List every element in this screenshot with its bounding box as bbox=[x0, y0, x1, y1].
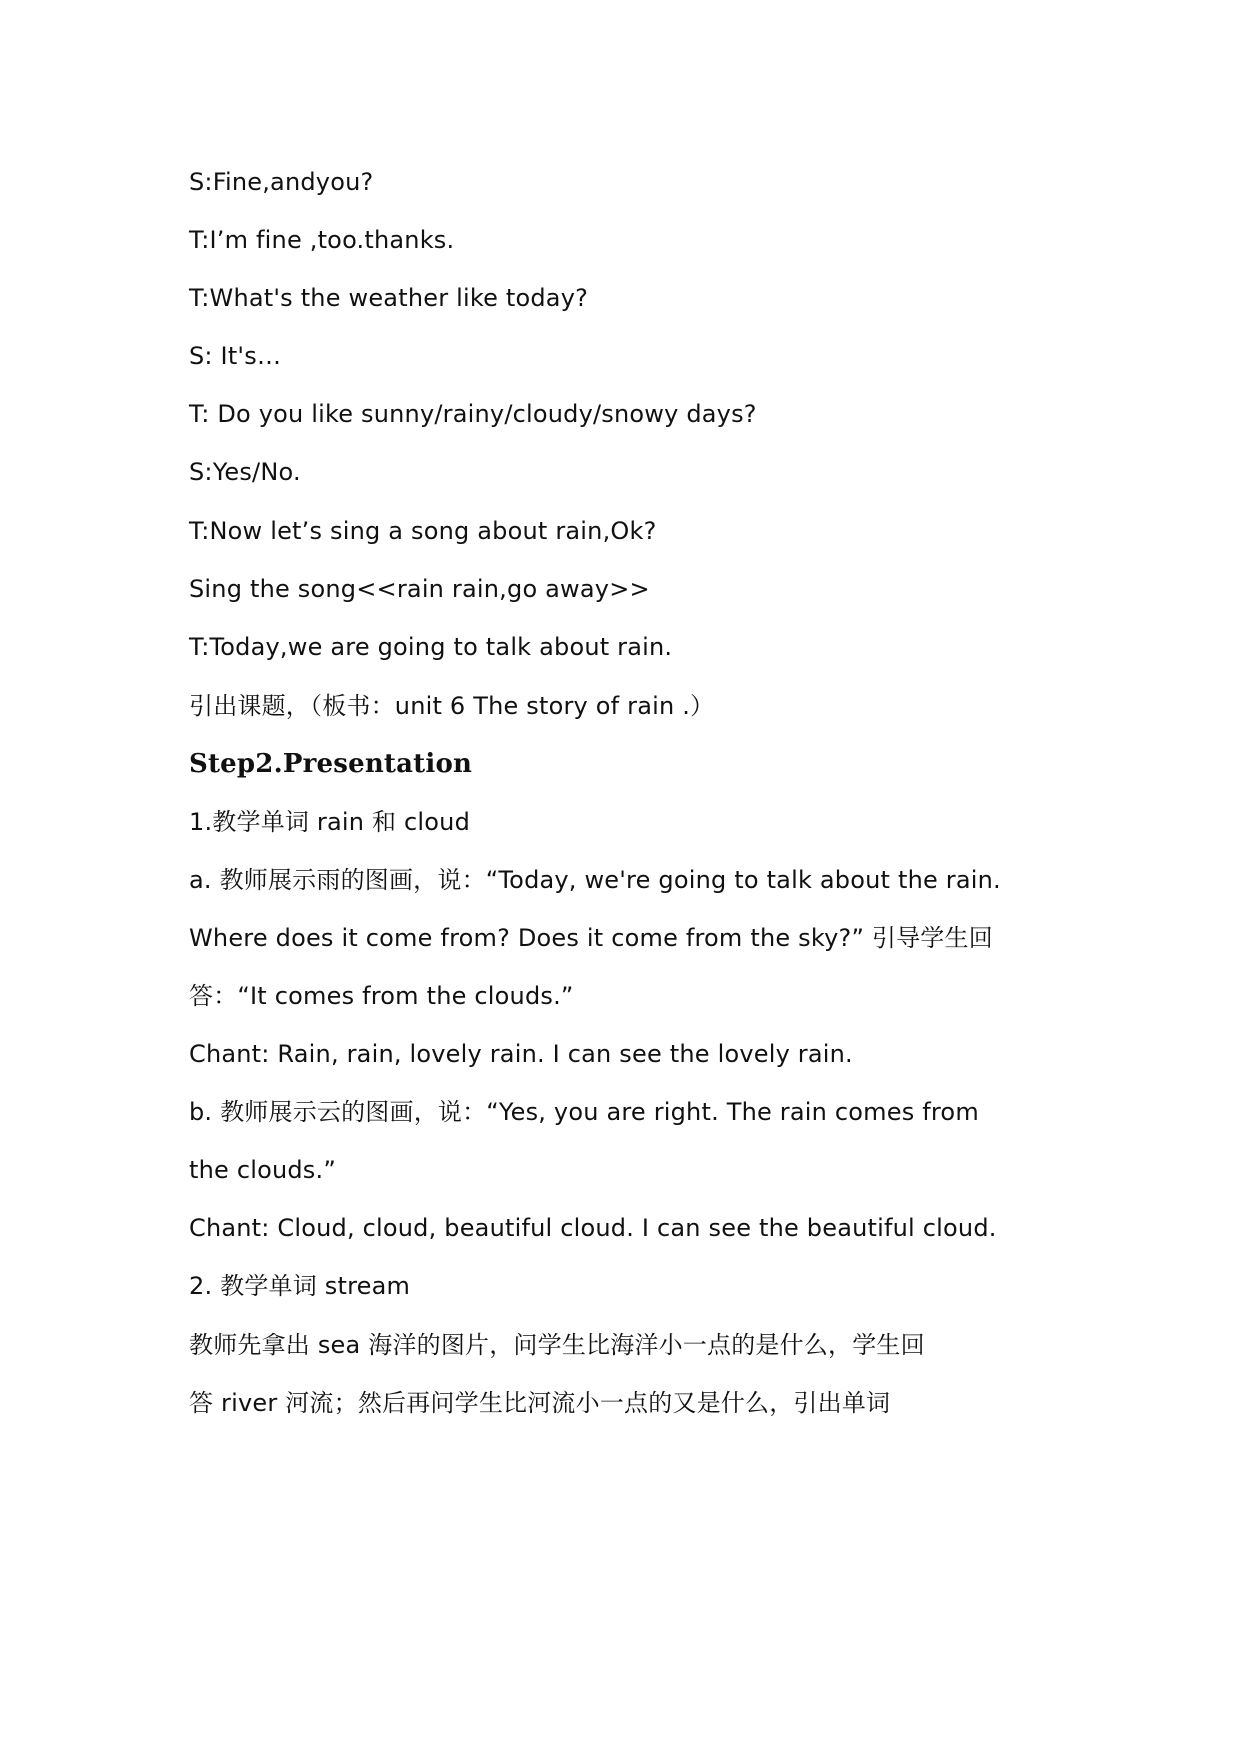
presentation-line: b. 教师展示云的图画，说：“Yes, you are right. The rain comes from bbox=[189, 1098, 979, 1126]
presentation-line: Where does it come from? Does it come from the sky?” 引导学生回 bbox=[189, 924, 993, 952]
dialogue-line: T:Today,we are going to talk about rain. bbox=[189, 633, 673, 661]
dialogue-line: Sing the song<<rain rain,go away>> bbox=[189, 575, 650, 603]
dialogue-line: T:What's the weather like today? bbox=[189, 284, 589, 312]
section-heading: Step2.Presentation bbox=[189, 749, 473, 779]
dialogue-line: T:Now let’s sing a song about rain,Ok? bbox=[189, 517, 657, 545]
presentation-line: 答：“It comes from the clouds.” bbox=[189, 982, 574, 1010]
dialogue-line: T: Do you like sunny/rainy/cloudy/snowy days? bbox=[189, 400, 757, 428]
dialogue-line: S:Fine,andyou? bbox=[189, 168, 374, 196]
dialogue-line: S: It's… bbox=[189, 342, 282, 370]
topic-line: 引出课题，（板书：unit 6 The story of rain .） bbox=[189, 692, 715, 720]
presentation-line: Chant: Rain, rain, lovely rain. I can see the lovely rain. bbox=[189, 1040, 853, 1068]
presentation-line: a. 教师展示雨的图画，说：“Today, we're going to talk about the rain. bbox=[189, 866, 1001, 894]
presentation-line: 答 river 河流；然后再问学生比河流小一点的又是什么，引出单词 bbox=[189, 1389, 891, 1417]
dialogue-line: T:I’m fine ,too.thanks. bbox=[189, 226, 455, 254]
presentation-line: Chant: Cloud, cloud, beautiful cloud. I can see the beautiful cloud. bbox=[189, 1214, 997, 1242]
dialogue-line: S:Yes/No. bbox=[189, 458, 301, 486]
presentation-line: 1.教学单词 rain 和 cloud bbox=[189, 808, 471, 836]
presentation-line: 教师先拿出 sea 海洋的图片，问学生比海洋小一点的是什么，学生回 bbox=[189, 1331, 925, 1359]
presentation-line: the clouds.” bbox=[189, 1156, 336, 1184]
presentation-line: 2. 教学单词 stream bbox=[189, 1272, 411, 1300]
